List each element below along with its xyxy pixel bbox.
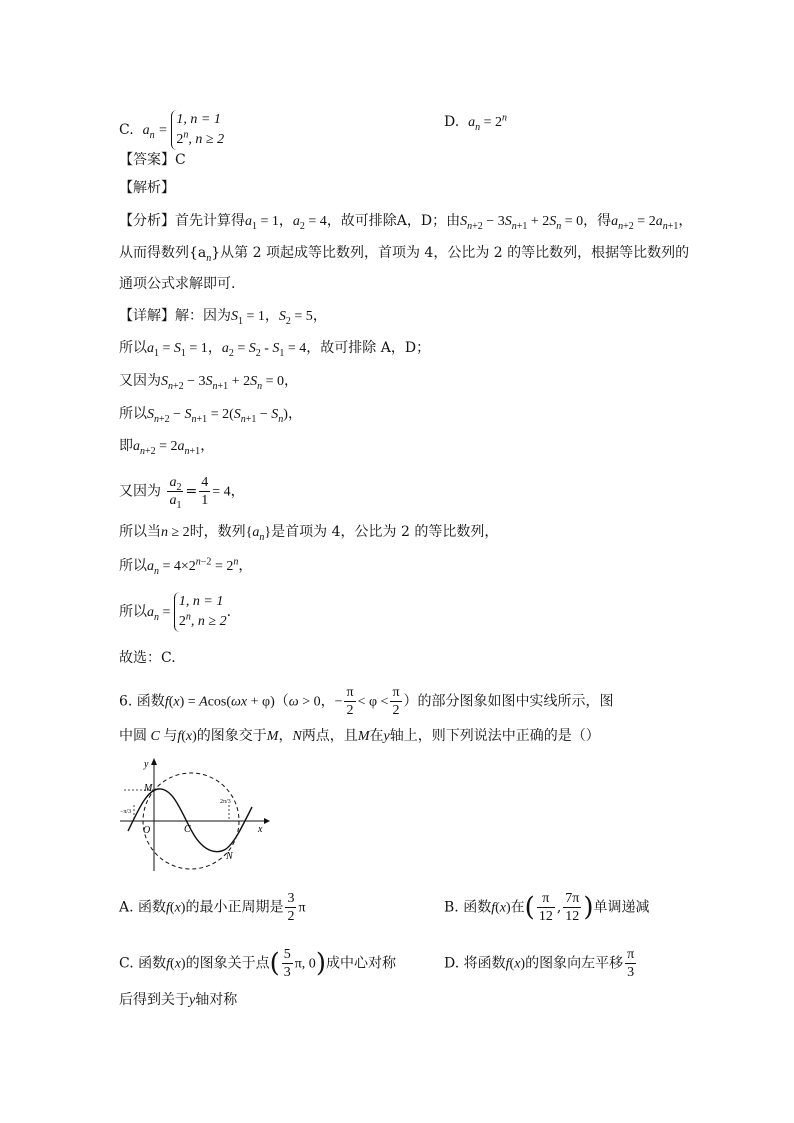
fenxi-line1: 【分析】首先计算得$a_1 = 1$，$a_2 = 4$，故可排除A，D；由$S_{n+2} - 3S_{n+1} + 2S_n = 0$，得$a_{n+2} = 2a_{n+1}$， — [119, 213, 693, 232]
q6-line2: 中圆 C 与f(x)的图象交于M，N两点，且M在y轴上，则下列说法中正确的是（） — [119, 728, 600, 744]
label-y: y — [144, 759, 149, 770]
option-d6-cont: 后得到关于y轴对称 — [119, 992, 238, 1008]
label-neg-pi-3: −π/3 — [120, 809, 132, 815]
label-x: x — [258, 824, 263, 835]
detail-line2: 所以$a_1 = S_1 = 1$，$a_2 = S_2 - S_1 = 4$，故可排除 A，D； — [119, 340, 431, 359]
fenxi-line3: 通项公式求解即可. — [119, 276, 236, 292]
option-c6: C. 函数f(x)的图象关于点( $\frac{5}{3}$ π, 0)成中心对称 — [119, 947, 396, 980]
label-m: M — [144, 783, 153, 794]
detail-line5: 即$a_{n+2} = 2a_{n+1}$， — [119, 438, 215, 457]
detail-line10: 故选：C. — [119, 650, 176, 666]
answer-line — [119, 150, 186, 170]
detail-line4: 所以$S_{n+2} - S_{n+1} = 2(S_{n+1} - S_n)$， — [119, 406, 302, 425]
piecewise-c: 1, n = 1 2$^n$, n ≥ 2 — [171, 110, 224, 150]
detail-line9: 所以$a_n = 1$, n = 1 2$^n$, n ≥ 2. — [119, 592, 231, 632]
label-n: N — [226, 851, 233, 862]
detail-line7: 所以当n ≥ 2时，数列$\{a_n\}$是首项为 4，公比为 2 的等比数列， — [119, 524, 499, 543]
detail-line6: 又因为 $\frac{a_2}{a_1}$ = $\frac{4}{1}$ = 4， — [119, 475, 245, 511]
detail-line1: 【详解】解：因为$S_1 = 1$，$S_2 = 5$， — [119, 308, 327, 327]
answer-tag: 【答案】 — [119, 152, 175, 168]
answer-value: C — [175, 152, 186, 168]
option-a: A. 函数f(x)的最小正周期是 $\frac{3}{2}$ π — [119, 891, 306, 924]
option-c-label: C. — [119, 122, 134, 138]
option-c: C. $a_n = 1$, n = 1 2$^n$, n ≥ 2 — [119, 110, 224, 150]
function-graph — [116, 755, 276, 875]
analysis-tag: 【解析】 — [119, 180, 175, 196]
option-b: B. 函数f(x)在( $\frac{\pi}{12}$ , $\frac{7\pi}{12}$ )单调递减 — [444, 891, 650, 924]
option-d6: D. 将函数f(x)的图象向左平移 $\frac{\pi}{3}$ — [444, 947, 635, 980]
label-2pi-3: 2π/3 — [220, 799, 231, 805]
label-c: C — [184, 824, 191, 835]
fenxi-line2: 从而得数列$\{a_n\}$从第 2 项起成等比数列，首项为 4，公比为 2 的等比数列，根据等比数列的 — [119, 245, 690, 264]
detail-line3: 又因为$S_{n+2} - 3S_{n+1} + 2S_n = 0$， — [119, 373, 298, 392]
cosine-curve — [128, 789, 252, 852]
detail-line8: 所以$a_n = 4\times 2^{n-2} = 2^n$， — [119, 556, 253, 577]
q6-line1: 6. 函数f(x) = Acos(ωx + φ)（ω > 0，− $\frac{\pi}{2}$ < φ < $\frac{\pi}{2}$ ）的部分图象如图中实线所示，图 — [119, 685, 614, 718]
label-o: O — [143, 825, 151, 836]
option-d: D. $a_n = 2^n$ — [444, 112, 507, 133]
